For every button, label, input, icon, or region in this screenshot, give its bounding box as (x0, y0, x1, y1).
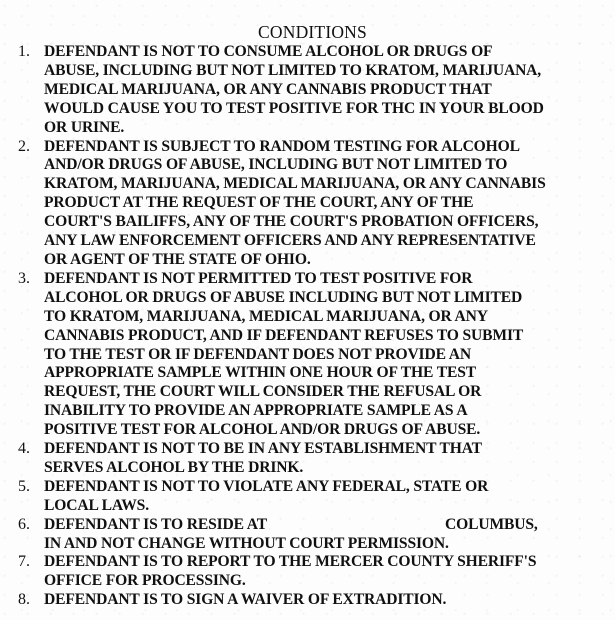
condition-number: 3. (18, 269, 30, 287)
condition-text: DEFENDANT IS SUBJECT TO RANDOM TESTING FOR ALCOHOL AND/OR DRUGS OF ABUSE, INCLUDING BUT NOT LIMITED TO KRATOM, MARIJUANA, MEDICAL MARIJUANA, OR ANY CANNABIS PRODUCT AT THE REQUEST OF THE COURT, ANY OF THE COURT'S BAILIFFS, ANY OF THE COURT'S PROBATION OFFICERS, ANY LAW ENFORCEMENT OFFICERS AND ANY REPRESENTATIVE OR AGENT OF THE STATE OF OHIO. (44, 137, 546, 268)
condition-number: 4. (18, 440, 30, 458)
conditions-list (18, 43, 607, 610)
condition-item-1 (18, 43, 607, 138)
condition-item-7 (18, 553, 607, 591)
condition-number: 8. (18, 591, 30, 609)
condition-item-6 (18, 516, 607, 554)
condition-text-after-redaction: COLUMBUS, (445, 515, 538, 533)
condition-number: 7. (18, 553, 30, 571)
condition-text: DEFENDANT IS NOT TO CONSUME ALCOHOL OR DRUGS OF ABUSE, INCLUDING BUT NOT LIMITED TO KRATOM, MARIJUANA, MEDICAL MARIJUANA, OR ANY CANNABIS PRODUCT THAT WOULD CAUSE YOU TO TEST POSITIVE FOR THC IN YOUR BLOOD OR URINE. (44, 43, 544, 136)
condition-item-2 (18, 138, 607, 270)
condition-number: 6. (18, 515, 30, 533)
condition-number: 5. (18, 477, 30, 495)
condition-text: DEFENDANT IS TO SIGN A WAIVER OF EXTRADITION. (44, 591, 447, 609)
condition-text: DEFENDANT IS NOT TO BE IN ANY ESTABLISHMENT THAT SERVES ALCOHOL BY THE DRINK. (44, 440, 482, 476)
condition-item-3 (18, 270, 607, 440)
condition-text: DEFENDANT IS NOT PERMITTED TO TEST POSITIVE FOR ALCOHOL OR DRUGS OF ABUSE INCLUDING BUT NOT LIMITED TO KRATOM, MARIJUANA, MEDICAL MARIJUANA, OR ANY CANNABIS PRODUCT, AND IF DEFENDANT REFUSES TO SUBMIT TO THE TEST OR IF DEFENDANT DOES NOT PROVIDE AN APPROPRIATE SAMPLE WITHIN ONE HOUR OF THE TEST REQUEST, THE COURT WILL CONSIDER THE REFUSAL OR INABILITY TO PROVIDE AN APPROPRIATE SAMPLE AS A POSITIVE TEST FOR ALCOHOL AND/OR DRUGS OF ABUSE. (44, 269, 524, 439)
condition-text-before-redaction: DEFENDANT IS TO RESIDE AT (44, 515, 268, 533)
condition-item-4 (18, 440, 607, 478)
condition-number: 1. (18, 43, 30, 60)
document-title: CONDITIONS (258, 22, 367, 42)
condition-item-5 (18, 478, 607, 516)
condition-text-continued: IN AND NOT CHANGE WITHOUT COURT PERMISSION. (44, 534, 449, 552)
condition-number: 2. (18, 137, 30, 155)
condition-text: DEFENDANT IS TO REPORT TO THE MERCER COUNTY SHERIFF'S OFFICE FOR PROCESSING. (44, 553, 537, 590)
condition-item-8 (18, 591, 607, 610)
condition-text: DEFENDANT IS NOT TO VIOLATE ANY FEDERAL, STATE OR LOCAL LAWS. (44, 477, 489, 514)
condition-text (44, 516, 607, 554)
